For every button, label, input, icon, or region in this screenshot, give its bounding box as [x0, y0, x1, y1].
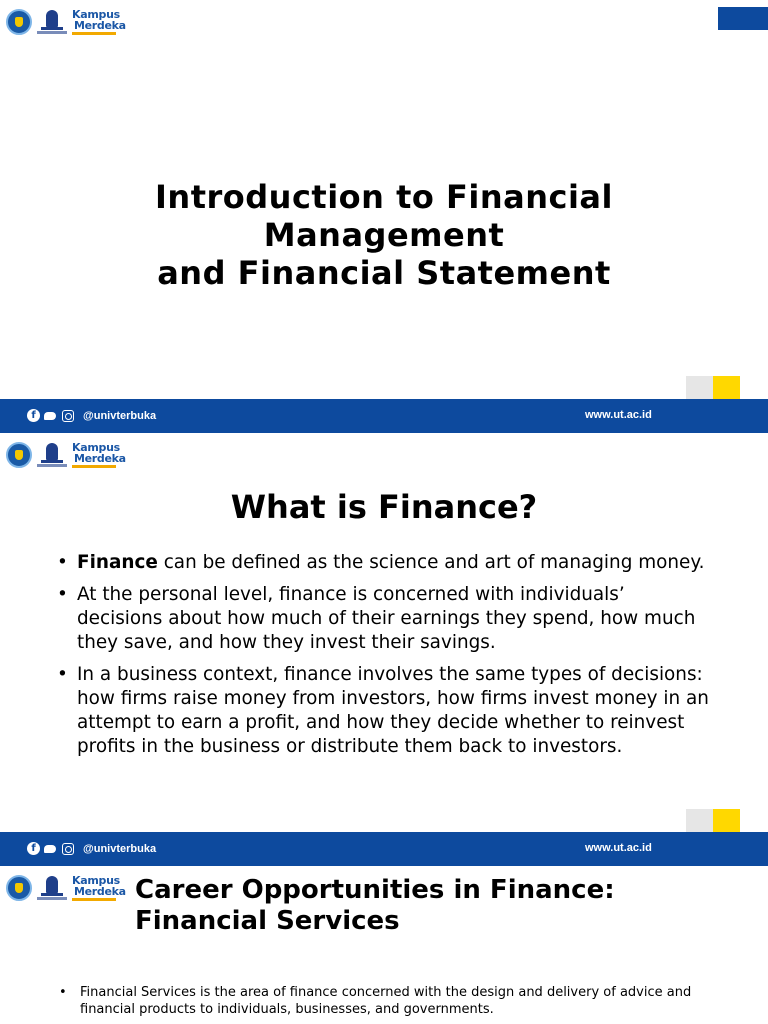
bullet-text: In a business context, finance involves the same types of decisions: how firms raise money from investors, how firms invest money in an attempt to earn a profit, and how they decide whether to reinvest profits in the business or distribute them back to investors.	[77, 664, 709, 757]
website-link[interactable]: www.ut.ac.id	[585, 842, 652, 854]
slide-title-heading	[84, 178, 684, 292]
bullet-text: At the personal level, finance is concerned with individuals’ decisions about how much of their earnings they spend, how much they save, and how they invest their savings.	[77, 584, 696, 653]
social-links	[27, 409, 156, 422]
kampus-merdeka-logo: Kampus Merdeka	[72, 9, 126, 35]
social-handle[interactable]: @univterbuka	[83, 409, 157, 422]
twitter-icon[interactable]	[43, 409, 57, 422]
twitter-icon[interactable]	[43, 842, 57, 855]
logo-group	[6, 440, 126, 470]
facebook-icon[interactable]: f	[27, 409, 40, 422]
slide-title	[0, 0, 768, 433]
bullet-list	[55, 551, 715, 767]
social-handle[interactable]: @univterbuka	[83, 842, 157, 855]
bullet-item	[55, 551, 715, 575]
ut-logo	[6, 442, 32, 468]
footer-bar	[0, 399, 768, 433]
title-line: and Financial Statement	[157, 254, 611, 292]
tut-wuri-logo	[37, 441, 67, 469]
kampus-merdeka-logo: Kampus Merdeka	[72, 875, 126, 901]
bullet-item: • Financial Services is the area of finance concerned with the design and delivery of advice and financial products to individuals, businesses, and governments.	[58, 984, 748, 1018]
slide-heading	[135, 875, 755, 937]
tut-wuri-logo	[37, 8, 67, 36]
facebook-icon[interactable]: f	[27, 842, 40, 855]
title-line: Career Opportunities in Finance:	[135, 875, 615, 905]
bullet-item	[55, 663, 715, 759]
ut-logo	[6, 9, 32, 35]
title-line: Financial Services	[135, 906, 400, 936]
title-line: Management	[263, 216, 505, 254]
title-line: Introduction to Financial	[155, 178, 613, 216]
instagram-icon[interactable]	[62, 843, 74, 855]
slide-heading: What is Finance?	[230, 488, 538, 526]
website-link[interactable]: www.ut.ac.id	[585, 409, 652, 421]
slide-what-is-finance	[0, 433, 768, 866]
bullet-bold-term: Finance	[77, 552, 158, 573]
footer-bar	[0, 832, 768, 866]
bullet-text: can be defined as the science and art of managing money.	[157, 552, 705, 573]
logo-group	[6, 7, 126, 37]
tut-wuri-logo	[37, 874, 67, 902]
bullet-list	[58, 984, 748, 1018]
kampus-merdeka-logo: Kampus Merdeka	[72, 442, 126, 468]
top-accent-bar	[718, 7, 768, 30]
ut-logo	[6, 875, 32, 901]
instagram-icon[interactable]	[62, 410, 74, 422]
slide-career-opportunities	[0, 866, 768, 1024]
bullet-item	[55, 583, 715, 655]
logo-group	[6, 873, 126, 903]
social-links	[27, 842, 156, 855]
